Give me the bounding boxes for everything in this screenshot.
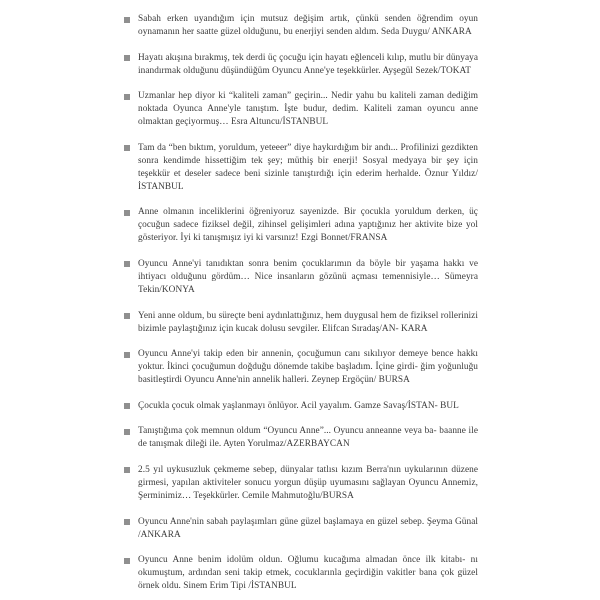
- square-bullet-icon: [124, 558, 130, 564]
- square-bullet-icon: [124, 403, 130, 409]
- square-bullet-icon: [124, 145, 130, 151]
- testimonial-item: [124, 258, 478, 297]
- square-bullet-icon: [124, 352, 130, 358]
- testimonial-list: [124, 13, 478, 593]
- testimonial-text: Tanıştığıma çok memnun oldum “Oyuncu Anne”... Oyuncu anneanne veya ba- baanne ile de tanışmak dileği ile. Ayten Yorulmaz/AZERBAYCAN: [138, 426, 478, 450]
- testimonial-text: Oyuncu Anne'yi takip eden bir annenin, çocuğumun canı sıkılıyor demeye bence hakkı yoktur. İkinci çocuğumun doğduğu dönemde takibe başladım. İçine girdi- ğim yoğunluğu basitleştirdi Oyuncu Anne'nin annelik halleri. Zeynep Ergöçün/ BURSA: [138, 349, 478, 386]
- square-bullet-icon: [124, 261, 130, 267]
- testimonial-text: Oyuncu Anne'nin sabah paylaşımları güne güzel başlamaya en güzel sebep. Şeyma Günal /ANKARA: [138, 516, 478, 540]
- square-bullet-icon: [124, 519, 130, 525]
- testimonial-item: [124, 554, 478, 593]
- testimonial-text: Uzmanlar hep diyor ki “kaliteli zaman” geçirin... Nedir yahu bu kaliteli zaman dediğim noktada Oyunca Anne'yle tanıştım. İşte budur, dedim. Kaliteli zaman oyuncu anne olmaktan geçiyormuş… Esra Altuncu/İSTANBUL: [138, 91, 478, 128]
- square-bullet-icon: [124, 313, 130, 319]
- testimonial-item: [124, 464, 478, 503]
- testimonial-item: [124, 90, 478, 129]
- testimonial-text: Sabah erken uyandığım için mutsuz değişim artık, çünkü senden öğrendim oyun oynamanın her saatte güzel olduğunu, bu enerjiyi senden aldım. Seda Duygu/ ANKARA: [138, 14, 478, 37]
- testimonial-item: [124, 516, 478, 542]
- square-bullet-icon: [124, 55, 130, 61]
- testimonial-text: Oyuncu Anne benim idolüm oldun. Oğlumu kucağıma almadan önce ilk kitabı- nı okumuştum, ardından seni takip etmek, cocuklarınla geçirdiğin vakitler bana çok güzel örnek oldu. Sinem Erim Tipi /İSTANBUL: [138, 555, 478, 592]
- square-bullet-icon: [124, 210, 130, 216]
- testimonial-text: Tam da “ben bıktım, yoruldum, yeteeer” diye haykırdığım bir andı... Profilinizi gezdikten sonra kendimde hissettiğim tek şey; müthiş bir enerji! Sosyal medyaya bir şey için teşekkür et deseler sadece beni sizinle tanıştırdığı için ederim herhalde. Öznur Yıldız/İSTANBUL: [138, 142, 478, 192]
- square-bullet-icon: [124, 429, 130, 435]
- testimonial-text: Anne olmanın inceliklerini öğreniyoruz sayenizde. Bir çocukla yoruldum derken, üç çocuğun sadece fiziksel değil, zihinsel gelişimleri adına yaptığınız her aktivite bize yol gösteriyor. İyi ki tanışmışız iyi ki varsınız! Ezgi Bonnet/FRANSA: [138, 207, 478, 244]
- testimonial-item: [124, 13, 478, 39]
- testimonial-item: [124, 425, 478, 451]
- testimonial-text: Yeni anne oldum, bu süreçte beni aydınlattığınız, hem duygusal hem de fiziksel rollerinizi bizimle paylaştığınız için kucak dolusu sevgiler. Elifcan Sıradaş/AN- KARA: [138, 310, 478, 334]
- testimonial-item: [124, 52, 478, 78]
- testimonial-item: [124, 206, 478, 245]
- square-bullet-icon: [124, 17, 130, 23]
- testimonial-text: Hayatı akışına bırakmış, tek derdi üç çocuğu için hayatı eğlenceli kılıp, mutlu bir dünyaya inandırmak olduğunu düşündüğüm Oyuncu Anne'ye teşekkürler. Ayşegül Sezek/TOKAT: [138, 52, 478, 76]
- testimonial-item: [124, 400, 478, 413]
- testimonial-item: [124, 310, 478, 336]
- testimonial-item: [124, 348, 478, 387]
- testimonial-text: Oyuncu Anne'yi tanıdıktan sonra benim çocuklarımın da böyle bir yaşama hakkı ve ihtiyacı olduğunu gördüm… Nice insanların gözünü açması temennisiyle… Sümeyra Tekin/KONYA: [138, 258, 478, 295]
- square-bullet-icon: [124, 94, 130, 100]
- testimonial-item: [124, 142, 478, 194]
- testimonial-text: 2.5 yıl uykusuzluk çekmeme sebep, dünyalar tatlısı kızım Berra'nın uykularının düzene girmesi, yapılan aktiviteler sonucu yorgun düşüp uyumasını sağlayan Oyuncu Annemiz, Şerminimiz… Teşekkürler. Cemile Mahmutoğlu/BURSA: [138, 464, 478, 501]
- testimonial-text: Çocukla çocuk olmak yaşlanmayı önlüyor. Acil yayalım. Gamze Savaş/İSTAN- BUL: [138, 400, 459, 411]
- square-bullet-icon: [124, 467, 130, 473]
